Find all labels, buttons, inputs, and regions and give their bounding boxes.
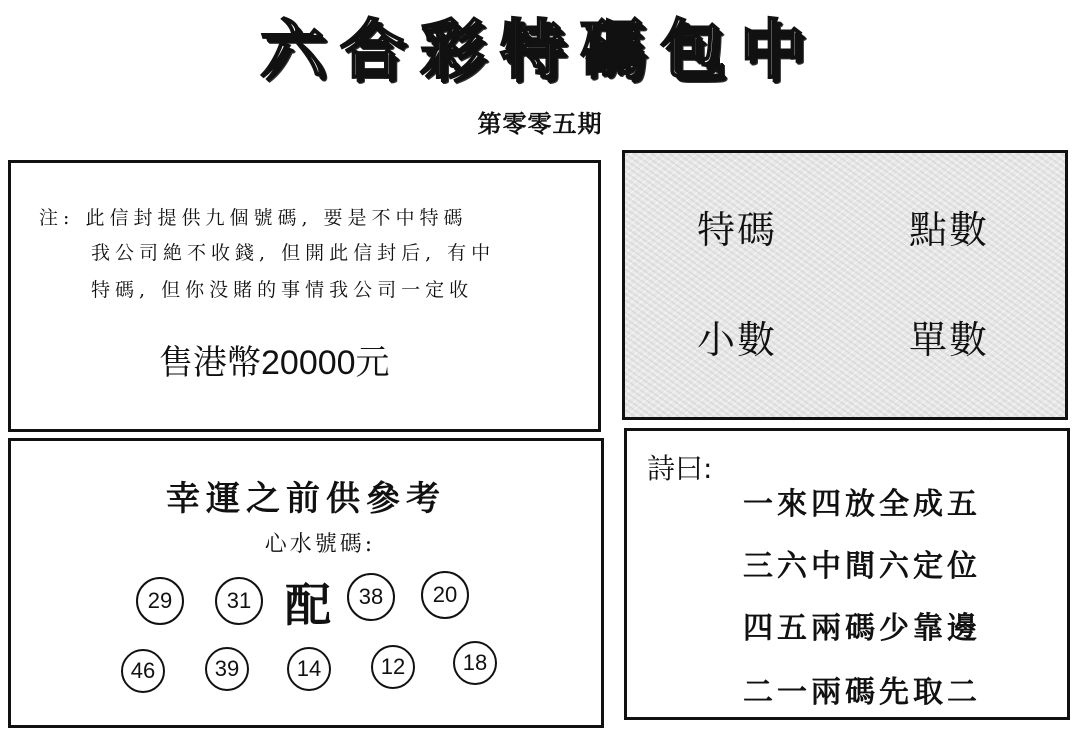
number-ball: 12 <box>371 645 415 689</box>
lucky-title: 幸運之前供參考 <box>166 479 446 519</box>
number-ball: 38 <box>347 573 395 621</box>
hint-points: 點數 <box>909 208 990 252</box>
price-amount: 20000 <box>261 344 356 382</box>
hint-odd: 單數 <box>909 318 990 362</box>
price-unit: 元 <box>355 343 390 383</box>
number-ball: 46 <box>121 649 165 693</box>
lucky-subtitle: 心水號碼: <box>264 532 376 557</box>
number-ball: 39 <box>205 647 249 691</box>
number-ball: 18 <box>453 641 497 685</box>
number-ball: 14 <box>287 647 331 691</box>
number-ball: 20 <box>421 571 469 619</box>
notice-line-3: 特碼, 但你没賭的事情我公司一定收 <box>91 279 474 301</box>
notice-box <box>8 160 601 432</box>
poem-line: 四五兩碼少靠邊 <box>743 611 981 646</box>
price-line <box>159 335 390 384</box>
pairing-char: 配 <box>285 578 331 632</box>
notice-line-2: 我公司絶不收錢, 但開此信封后, 有中 <box>91 242 496 264</box>
hint-special-number: 特碼 <box>697 208 778 252</box>
poem-line: 二一兩碼先取二 <box>743 675 981 710</box>
issue-label: 第零零五期 <box>477 110 603 138</box>
page-title: 六合彩特碼包中 <box>260 13 820 88</box>
poem-box <box>624 428 1070 720</box>
poem-heading: 詩曰: <box>647 452 713 485</box>
lucky-numbers-box <box>8 438 604 728</box>
number-ball: 31 <box>215 577 263 625</box>
poem-line: 三六中間六定位 <box>743 549 981 584</box>
hint-box <box>622 150 1068 420</box>
number-ball: 29 <box>136 577 184 625</box>
hint-small: 小數 <box>697 318 778 362</box>
poem-line: 一來四放全成五 <box>743 487 981 522</box>
price-prefix: 售港幣 <box>159 343 261 383</box>
notice-line-1: 注: 此信封提供九個號碼, 要是不中特碼 <box>39 207 468 229</box>
